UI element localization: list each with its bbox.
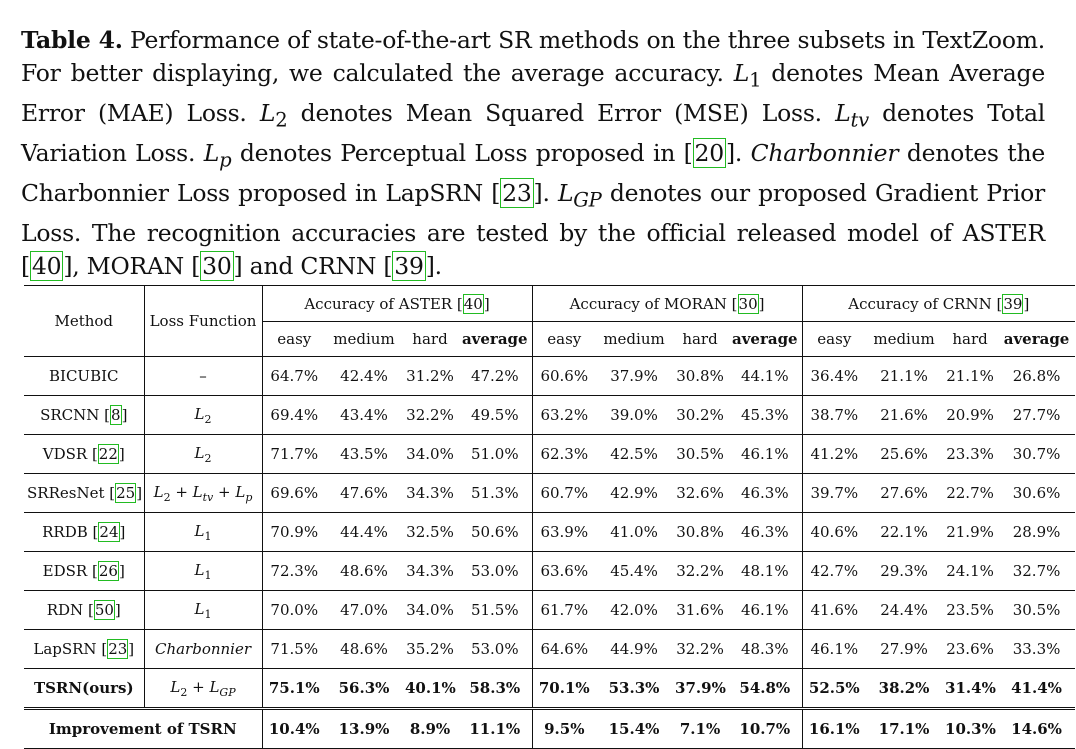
value-cell: 50.6% (470, 523, 519, 541)
value-cell: 69.6% (262, 474, 326, 513)
value-cell: 23.5% (946, 601, 994, 619)
loss-cell: $L_1$ (144, 513, 262, 552)
citation-link[interactable]: 40 (463, 294, 483, 313)
header-aster: Accuracy of ASTER [40] (262, 286, 532, 322)
value-cell: 24.4% (880, 601, 928, 619)
value-cell: 64.7% (262, 357, 326, 396)
subheader-hard: hard (672, 322, 728, 357)
value-cell: 47.0% (340, 601, 388, 619)
value-cell: 42.9% (610, 484, 658, 502)
value-cell: 70.9% (262, 513, 326, 552)
loss-cell: – (144, 357, 262, 396)
improvement-cell: 14.6% (998, 709, 1075, 749)
value-cell: 31.6% (676, 601, 724, 619)
header-crnn: Accuracy of CRNN [39] (802, 286, 1075, 322)
subheader-easy: easy (802, 322, 866, 357)
method-cell: RRDB [24] (42, 523, 126, 541)
value-cell: 36.4% (802, 357, 866, 396)
value-cell: 26.8% (1012, 367, 1061, 385)
value-cell: 22.1% (880, 523, 928, 541)
subheader-hard: hard (942, 322, 998, 357)
table-row (24, 591, 1075, 630)
value-cell: 38.7% (802, 396, 866, 435)
caption-text: ] and CRNN [ (233, 251, 393, 280)
improvement-cell: 9.5% (532, 709, 596, 749)
loss-cell: $L_2$ (144, 396, 262, 435)
value-cell: 54.8% (739, 679, 791, 697)
value-cell: 34.3% (406, 484, 454, 502)
value-cell: 46.3% (740, 484, 789, 502)
caption-text: ]. (425, 251, 442, 280)
value-cell: 31.4% (945, 679, 996, 697)
value-cell: 71.7% (262, 435, 326, 474)
value-cell: 28.9% (1012, 523, 1061, 541)
value-cell: 69.4% (262, 396, 326, 435)
value-cell: 41.6% (802, 591, 866, 630)
loss-cell: $L_2 + L_{GP}$ (144, 669, 262, 709)
citation-link[interactable]: 39 (394, 251, 424, 280)
caption-text: ], MORAN [ (63, 251, 201, 280)
value-cell: 41.0% (610, 523, 658, 541)
loss-cell: $L_2$ (144, 435, 262, 474)
math-sub: tv (850, 108, 869, 132)
header-loss-function: Loss Function (144, 286, 262, 357)
caption-text: denotes our proposed Gradient Prior Loss. The recognition accuracies are tested by the official released model of ASTER [ (21, 179, 1045, 280)
value-cell: 53.0% (470, 640, 519, 658)
value-cell: 20.9% (946, 406, 994, 424)
improvement-cell: 16.1% (802, 709, 866, 749)
subheader-easy: easy (262, 322, 326, 357)
math-Lgp: L (557, 179, 574, 208)
value-cell: 30.5% (676, 445, 724, 463)
value-cell: 23.3% (946, 445, 994, 463)
citation-link[interactable]: 30 (202, 251, 232, 280)
loss-cell: $L_1$ (144, 552, 262, 591)
loss-cell: Charbonnier (144, 630, 262, 669)
value-cell: 47.6% (340, 484, 388, 502)
citation-link[interactable]: 39 (1003, 294, 1023, 313)
caption-text: denotes Total Variation Loss. (21, 98, 1045, 167)
value-cell: 27.6% (880, 484, 928, 502)
value-cell: 30.2% (676, 406, 724, 424)
caption-text: ]. (533, 179, 558, 208)
method-cell: VDSR [22] (42, 445, 125, 463)
subheader-average: average (728, 322, 802, 357)
value-cell: 21.1% (946, 367, 994, 385)
charbonnier-term: Charbonnier (750, 138, 899, 167)
value-cell: 47.2% (470, 367, 519, 385)
value-cell: 70.1% (532, 669, 596, 709)
value-cell: 30.7% (1012, 445, 1061, 463)
value-cell: 48.3% (740, 640, 789, 658)
value-cell: 21.1% (880, 367, 928, 385)
value-cell: 51.5% (470, 601, 519, 619)
math-sub: GP (573, 188, 602, 212)
method-cell: TSRN(ours) (33, 679, 134, 697)
value-cell: 61.7% (532, 591, 596, 630)
value-cell: 46.1% (802, 630, 866, 669)
value-cell: 48.6% (340, 640, 388, 658)
method-cell: SRCNN [8] (40, 406, 128, 424)
value-cell: 39.7% (802, 474, 866, 513)
value-cell: 43.4% (340, 406, 388, 424)
method-cell: EDSR [26] (42, 562, 125, 580)
value-cell: 34.0% (406, 601, 454, 619)
value-cell: 44.9% (610, 640, 658, 658)
value-cell: 64.6% (532, 630, 596, 669)
value-cell: 46.1% (740, 601, 789, 619)
improvement-label: Improvement of TSRN (24, 709, 262, 749)
value-cell: 32.7% (1012, 562, 1061, 580)
improvement-cell: 17.1% (866, 709, 942, 749)
value-cell: 42.0% (610, 601, 658, 619)
citation-link[interactable]: 22 (98, 445, 118, 463)
improvement-cell: 13.9% (326, 709, 402, 749)
value-cell: 48.1% (740, 562, 789, 580)
subheader-medium: medium (866, 322, 942, 357)
math-Lp: L (203, 138, 220, 167)
citation-link[interactable]: 8 (111, 406, 121, 424)
caption-text: denotes the Charbonnier Loss proposed in LapSRN [ (21, 138, 1045, 208)
caption-text: denotes Mean Average Error (MAE) Loss. (21, 58, 1045, 127)
value-cell: 34.0% (406, 445, 454, 463)
table-row (24, 474, 1075, 513)
loss-cell: $L_1$ (144, 591, 262, 630)
value-cell: 37.9% (610, 367, 658, 385)
value-cell: 63.2% (532, 396, 596, 435)
citation-link[interactable]: 23 (108, 640, 128, 658)
value-cell: 25.6% (880, 445, 928, 463)
math-sub: 2 (275, 108, 288, 132)
improvement-cell: 7.1% (672, 709, 728, 749)
value-cell: 52.5% (802, 669, 866, 709)
improvement-cell: 11.1% (458, 709, 532, 749)
value-cell: 38.2% (878, 679, 930, 697)
table-row (24, 513, 1075, 552)
value-cell: 43.5% (340, 445, 388, 463)
value-cell: 30.8% (676, 367, 724, 385)
value-cell: 70.0% (262, 591, 326, 630)
value-cell: 42.7% (802, 552, 866, 591)
method-cell: RDN [50] (46, 601, 121, 619)
value-cell: 48.6% (340, 562, 388, 580)
value-cell: 30.8% (676, 523, 724, 541)
method-cell: LapSRN [23] (33, 640, 135, 658)
value-cell: 44.4% (340, 523, 388, 541)
value-cell: 46.1% (740, 445, 789, 463)
citation-link[interactable]: 30 (738, 294, 758, 313)
value-cell: 46.3% (740, 523, 789, 541)
header-method: Method (24, 286, 144, 357)
value-cell: 32.6% (676, 484, 724, 502)
value-cell: 32.5% (406, 523, 454, 541)
results-table (24, 285, 1075, 749)
improvement-row (24, 709, 1075, 749)
value-cell: 32.2% (676, 562, 724, 580)
value-cell: 34.3% (406, 562, 454, 580)
math-sub: p (219, 148, 232, 172)
value-cell: 41.2% (802, 435, 866, 474)
citation-link[interactable]: 20 (694, 138, 724, 167)
method-cell: BICUBIC (49, 367, 119, 385)
table-row (24, 552, 1075, 591)
value-cell: 62.3% (532, 435, 596, 474)
value-cell: 22.7% (946, 484, 994, 502)
table-row (24, 669, 1075, 709)
citation-link[interactable]: 50 (94, 601, 114, 619)
value-cell: 60.6% (532, 357, 596, 396)
improvement-cell: 8.9% (402, 709, 458, 749)
caption-text: Performance of state-of-the-art SR methods on the three subsets in TextZoom. For better displaying, we calculated the average accuracy. (21, 26, 1045, 87)
table-caption (21, 24, 1045, 282)
value-cell: 21.6% (880, 406, 928, 424)
value-cell: 35.2% (406, 640, 454, 658)
math-L2: L (259, 98, 276, 127)
subheader-average: average (458, 322, 532, 357)
caption-text: denotes Mean Squared Error (MSE) Loss. (287, 98, 836, 127)
value-cell: 72.3% (262, 552, 326, 591)
value-cell: 30.6% (1012, 484, 1061, 502)
citation-link[interactable]: 23 (502, 179, 532, 208)
subheader-medium: medium (326, 322, 402, 357)
improvement-cell: 10.7% (728, 709, 802, 749)
value-cell: 27.7% (1012, 406, 1061, 424)
table-row (24, 396, 1075, 435)
citation-link[interactable]: 26 (98, 562, 118, 580)
table-row (24, 357, 1075, 396)
value-cell: 63.6% (532, 552, 596, 591)
value-cell: 37.9% (675, 679, 726, 697)
method-cell: SRResNet [25] (27, 484, 143, 502)
value-cell: 24.1% (946, 562, 994, 580)
subheader-average: average (998, 322, 1075, 357)
header-moran: Accuracy of MORAN [30] (532, 286, 802, 322)
math-sub: 1 (749, 68, 762, 92)
value-cell: 32.2% (676, 640, 724, 658)
value-cell: 45.4% (610, 562, 658, 580)
value-cell: 41.4% (1011, 679, 1062, 697)
value-cell: 40.6% (802, 513, 866, 552)
value-cell: 29.3% (880, 562, 928, 580)
value-cell: 42.5% (610, 445, 658, 463)
table-row (24, 630, 1075, 669)
loss-cell: $L_2 + L_{tv} + L_p$ (144, 474, 262, 513)
value-cell: 51.3% (470, 484, 519, 502)
value-cell: 53.0% (470, 562, 519, 580)
value-cell: 58.3% (469, 679, 521, 697)
citation-link[interactable]: 25 (116, 484, 136, 502)
subheader-medium: medium (596, 322, 672, 357)
value-cell: 63.9% (532, 513, 596, 552)
value-cell: 42.4% (340, 367, 388, 385)
subheader-hard: hard (402, 322, 458, 357)
math-L1: L (733, 58, 750, 87)
value-cell: 30.5% (1012, 601, 1061, 619)
improvement-cell: 10.4% (262, 709, 326, 749)
value-cell: 75.1% (262, 669, 326, 709)
caption-text: denotes Perceptual Loss proposed in [ (231, 138, 693, 167)
improvement-cell: 15.4% (596, 709, 672, 749)
table-row (24, 435, 1075, 474)
value-cell: 56.3% (338, 679, 390, 697)
value-cell: 44.1% (740, 367, 789, 385)
subheader-easy: easy (532, 322, 596, 357)
caption-text: ]. (725, 138, 751, 167)
value-cell: 45.3% (740, 406, 789, 424)
value-cell: 40.1% (405, 679, 456, 697)
value-cell: 33.3% (1012, 640, 1061, 658)
citation-link[interactable]: 40 (31, 251, 62, 280)
improvement-cell: 10.3% (942, 709, 998, 749)
value-cell: 31.2% (406, 367, 454, 385)
value-cell: 49.5% (470, 406, 519, 424)
value-cell: 51.0% (470, 445, 519, 463)
value-cell: 53.3% (608, 679, 660, 697)
value-cell: 60.7% (532, 474, 596, 513)
value-cell: 23.6% (946, 640, 994, 658)
value-cell: 32.2% (406, 406, 454, 424)
value-cell: 21.9% (946, 523, 994, 541)
citation-link[interactable]: 24 (99, 523, 119, 541)
value-cell: 71.5% (262, 630, 326, 669)
math-Ltv: L (835, 98, 851, 127)
value-cell: 39.0% (610, 406, 658, 424)
caption-label: Table 4. (21, 26, 123, 54)
value-cell: 27.9% (880, 640, 928, 658)
